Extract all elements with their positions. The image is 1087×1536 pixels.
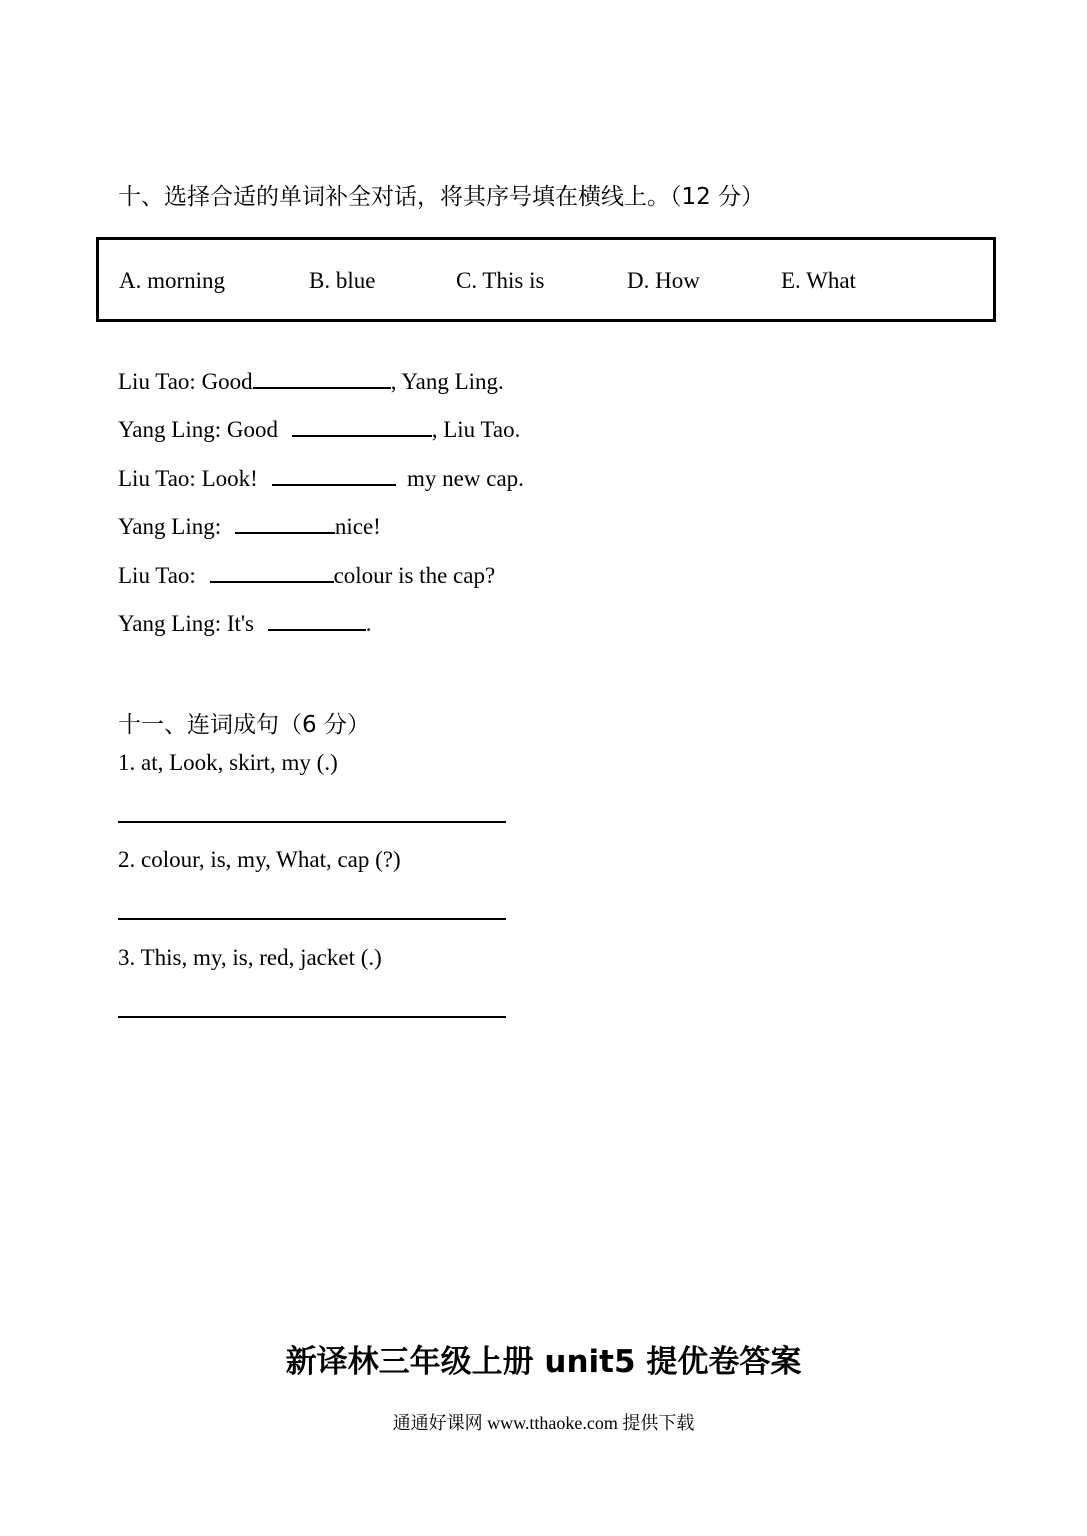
dialogue-line-3-suffix: my new cap.: [395, 466, 524, 491]
dialogue-blank-6[interactable]: [268, 607, 366, 631]
option-b: B. blue: [309, 268, 376, 293]
dialogue-line-4: [118, 510, 381, 540]
sentence-item-2: 2. colour, is, my, What, cap (?): [118, 847, 401, 872]
option-e: E. What: [781, 268, 856, 293]
dialogue-line-2-suffix: , Liu Tao.: [431, 417, 521, 442]
answer-line-3[interactable]: [118, 1016, 506, 1018]
dialogue-line-6-prefix: Yang Ling: It's: [118, 611, 260, 636]
option-a: A. morning: [119, 268, 226, 293]
dialogue-blank-1[interactable]: [253, 365, 391, 389]
sentence-item-3: 3. This, my, is, red, jacket (.): [118, 945, 382, 970]
dialogue-line-1-suffix: , Yang Ling.: [390, 369, 504, 394]
option-c: C. This is: [456, 268, 545, 293]
dialogue-line-2-prefix: Yang Ling: Good: [118, 417, 284, 442]
dialogue-blank-3[interactable]: [272, 462, 396, 486]
section-10-heading: 十、选择合适的单词补全对话，将其序号填在横线上。（12 分）: [118, 184, 765, 210]
dialogue-line-5-suffix: colour is the cap?: [333, 563, 496, 588]
answer-line-1[interactable]: [118, 821, 506, 823]
answer-line-2[interactable]: [118, 918, 506, 920]
footer-credit: 通通好课网 www.tthaoke.com 提供下载: [392, 1413, 695, 1433]
dialogue-line-6-suffix: .: [365, 611, 372, 636]
word-bank-box: [96, 237, 996, 322]
dialogue-blank-4[interactable]: [235, 510, 335, 534]
sentence-item-1: 1. at, Look, skirt, my (.): [118, 750, 338, 775]
dialogue-line-2: [118, 413, 520, 443]
dialogue-blank-2[interactable]: [292, 413, 432, 437]
dialogue-line-6: [118, 607, 372, 637]
dialogue-line-1: [118, 365, 504, 395]
dialogue-line-3: [118, 462, 524, 492]
section-11-heading: 十一、连词成句（6 分）: [118, 712, 370, 738]
dialogue-line-1-prefix: Liu Tao: Good: [118, 369, 253, 394]
dialogue-line-4-prefix: Yang Ling:: [118, 514, 227, 539]
dialogue-blank-5[interactable]: [210, 559, 334, 583]
dialogue-line-4-suffix: nice!: [334, 514, 381, 539]
dialogue-line-5: [118, 559, 495, 589]
answer-title: 新译林三年级上册 unit5 提优卷答案: [285, 1344, 802, 1380]
dialogue-line-3-prefix: Liu Tao: Look!: [118, 466, 264, 491]
option-d: D. How: [627, 268, 700, 293]
dialogue-line-5-prefix: Liu Tao:: [118, 563, 202, 588]
